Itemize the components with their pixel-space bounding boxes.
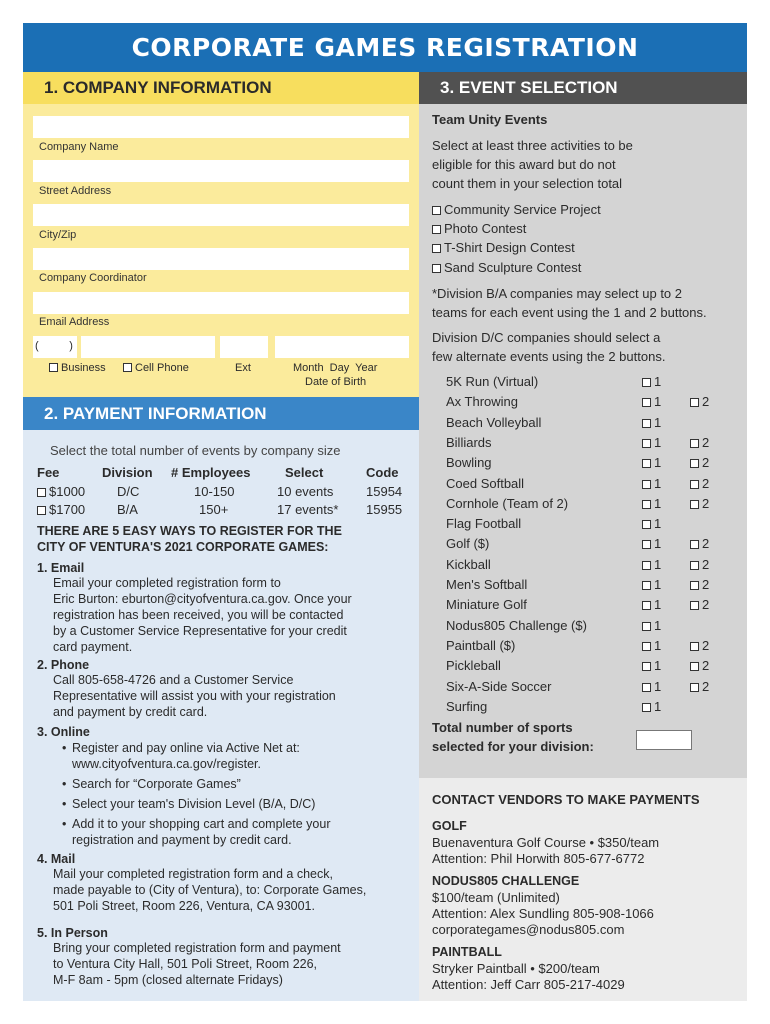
email-line: Eric Burton: eburton@cityofventura.ca.gov. Once your [53,592,352,606]
event-team-2-option[interactable] [690,476,709,491]
team-2-checkbox[interactable] [690,398,699,407]
online-line: registration and payment by credit card. [72,833,292,847]
team-2-label: 2 [702,637,710,653]
team-2-label: 2 [702,597,710,613]
division-value: D/C [117,484,140,499]
online-method-title: 3. Online [37,725,90,739]
event-team-1-option[interactable] [642,597,661,612]
option-label: T-Shirt Design Contest [444,240,575,255]
checkbox[interactable] [432,244,441,253]
fee-table-header [37,465,407,481]
cell-phone-checkbox[interactable] [123,363,132,372]
golf-vendor-title: GOLF [432,819,467,833]
division-ba-note: *Division B/A companies may select up to 2 [432,286,683,301]
event-team-2-option[interactable] [690,394,709,409]
event-team-2-option[interactable] [690,557,709,572]
page-title: CORPORATE GAMES REGISTRATION [23,23,747,72]
bullet-dot: • [62,797,67,811]
paintball-vendor-title: PAINTBALL [432,945,502,959]
team-1-label: 1 [654,617,662,633]
team-1-label: 1 [654,414,662,430]
checkbox[interactable] [432,206,441,215]
team-1-label: 1 [654,516,662,532]
event-team-1-option[interactable] [642,476,661,491]
section-2-heading: 2. PAYMENT INFORMATION [23,397,419,430]
company-coordinator-field[interactable] [33,248,409,270]
nodus-vendor-title: NODUS805 CHALLENGE [432,874,580,888]
event-row [446,679,746,699]
employees-value: 10-150 [194,484,235,499]
fee-header: Fee [37,465,60,480]
event-team-1-option[interactable] [642,415,661,430]
fee-value: $1700 [49,502,86,517]
team-2-checkbox[interactable] [690,581,699,590]
dob-format-label: Month Day Year [293,362,378,374]
street-address-label: Street Address [39,185,112,197]
event-team-1-option[interactable] [642,638,661,653]
team-1-checkbox[interactable] [642,419,651,428]
event-name: Ax Throwing [446,394,519,410]
in-person-line: M-F 8am - 5pm (closed alternate Fridays) [53,973,283,987]
event-team-1-option[interactable] [642,455,661,470]
phone-line: Representative will assist you with your registration [53,689,336,703]
team-2-checkbox[interactable] [690,459,699,468]
event-row [446,496,746,516]
team-1-label: 1 [654,698,662,714]
option-label: Sand Sculpture Contest [444,260,582,275]
team-2-checkbox[interactable] [690,642,699,651]
online-line: Add it to your shopping cart and complete your [72,817,331,831]
email-address-field[interactable] [33,292,409,314]
division-header: Division [102,465,153,480]
team-2-checkbox[interactable] [690,561,699,570]
in-person-line: to Ventura City Hall, 501 Poli Street, Room 226, [53,957,318,971]
paintball-vendor-line: Stryker Paintball • $200/team [432,961,600,976]
event-team-1-option[interactable] [642,536,661,551]
event-name: Coed Softball [446,475,525,491]
event-row [446,699,746,719]
nodus-vendor-line: Attention: Alex Sundling 805-908-1066 [432,906,654,921]
event-row [446,435,746,455]
team-1-label: 1 [654,434,662,450]
phone-line: Call 805-658-4726 and a Customer Service [53,673,294,687]
select-value: 10 events [277,484,334,499]
total-label: selected for your division: [432,739,594,754]
fee-row-ba [37,502,407,518]
event-row [446,638,746,658]
cell-phone-label: Cell Phone [135,362,189,374]
team-1-checkbox[interactable] [642,378,651,387]
team-2-label: 2 [702,577,710,592]
phone-line: and payment by credit card. [53,705,208,719]
team-1-checkbox[interactable] [642,439,651,448]
paintball-vendor-line: Attention: Jeff Carr 805-217-4029 [432,977,625,992]
event-team-1-option[interactable] [642,658,661,673]
fee-checkbox-1700[interactable] [37,506,46,515]
event-row [446,557,746,577]
event-team-1-option[interactable] [642,394,661,409]
team-1-label: 1 [654,577,662,592]
event-row [446,658,746,678]
team-1-label: 1 [654,536,662,552]
event-name: Miniature Golf [446,597,527,613]
event-team-1-option[interactable] [642,679,661,694]
event-name: Cornhole (Team of 2) [446,495,569,511]
code-header: Code [366,465,399,480]
event-team-1-option[interactable] [642,496,661,511]
team-1-checkbox[interactable] [642,480,651,489]
vendors-heading: CONTACT VENDORS TO MAKE PAYMENTS [432,792,700,807]
team-unity-desc: eligible for this award but do not [432,157,616,172]
event-team-1-option[interactable] [642,699,661,714]
city-zip-field[interactable] [33,204,409,226]
team-1-checkbox[interactable] [642,500,651,509]
total-sports-field[interactable] [636,730,692,750]
team-unity-option[interactable] [432,240,575,255]
email-line: card payment. [53,640,133,654]
event-name: Paintball ($) [446,637,516,653]
fee-option-1700[interactable] [37,502,85,517]
nodus-vendor-email[interactable]: corporategames@nodus805.com [432,922,625,937]
bullet-dot: • [62,741,67,755]
payment-intro: Select the total number of events by company size [50,443,341,458]
event-name: Men's Softball [446,577,528,592]
team-1-checkbox[interactable] [642,601,651,610]
event-name: Beach Volleyball [446,414,542,430]
team-1-label: 1 [654,394,662,410]
online-url[interactable]: www.cityofventura.ca.gov/register. [72,757,261,771]
team-unity-desc: Select at least three activities to be [432,138,633,153]
event-team-2-option[interactable] [690,455,709,470]
select-header: Select [285,465,324,480]
event-name: Flag Football [446,516,522,532]
event-row [446,618,746,638]
team-1-label: 1 [654,495,662,511]
division-dc-note: Division D/C companies should select a [432,330,661,345]
event-name: Nodus805 Challenge ($) [446,617,587,633]
event-name: Golf ($) [446,536,490,552]
team-2-label: 2 [702,495,710,511]
bullet-dot: • [62,817,67,831]
section-1-heading: 1. COMPANY INFORMATION [23,72,419,104]
team-1-label: 1 [654,658,662,674]
event-name: Surfing [446,698,488,714]
fee-row-dc [37,484,407,500]
team-1-label: 1 [654,475,662,491]
event-team-2-option[interactable] [690,658,709,673]
business-phone-option[interactable] [49,362,106,374]
team-2-checkbox[interactable] [690,500,699,509]
dob-label: Date of Birth [305,376,367,388]
team-1-checkbox[interactable] [642,398,651,407]
nodus-vendor-line: $100/team (Unlimited) [432,890,560,905]
team-2-label: 2 [702,434,710,450]
event-row [446,476,746,496]
email-line: Email your completed registration form to [53,576,281,590]
event-row [446,597,746,617]
team-1-checkbox[interactable] [642,459,651,468]
email-method-title: 1. Email [37,561,85,575]
mail-line: made payable to (City of Ventura), to: Corporate Games, [53,883,367,897]
event-team-1-option[interactable] [642,516,661,531]
event-team-1-option[interactable] [642,435,661,450]
team-1-checkbox[interactable] [642,642,651,651]
team-1-checkbox[interactable] [642,561,651,570]
mail-line: Mail your completed registration form and a check, [53,867,333,881]
team-2-checkbox[interactable] [690,683,699,692]
phone-method-title: 2. Phone [37,658,90,672]
team-1-label: 1 [654,556,662,572]
fee-checkbox-1000[interactable] [37,488,46,497]
fee-option-1000[interactable] [37,484,85,499]
division-dc-note: few alternate events using the 2 buttons. [432,349,666,364]
team-2-checkbox[interactable] [690,601,699,610]
street-address-field[interactable] [33,160,409,182]
team-1-checkbox[interactable] [642,622,651,631]
golf-vendor-line: Attention: Phil Horwith 805-677-6772 [432,851,645,866]
option-label: Photo Contest [444,221,527,236]
team-1-checkbox[interactable] [642,703,651,712]
select-value: 17 events* [277,502,339,517]
checkbox[interactable] [432,225,441,234]
email-address-label: Email Address [39,316,110,328]
employees-header: # Employees [171,465,251,480]
online-line: Search for “Corporate Games” [72,777,241,791]
fee-value: $1000 [49,484,86,499]
company-coordinator-label: Company Coordinator [39,272,147,284]
event-row [446,455,746,475]
cell-phone-option[interactable] [123,362,189,374]
event-name: Pickleball [446,658,501,674]
ways-heading-line-2: CITY OF VENTURA'S 2021 CORPORATE GAMES: [37,540,329,554]
code-value: 15954 [366,484,403,499]
business-label: Business [61,362,106,374]
team-2-checkbox[interactable] [690,662,699,671]
event-team-2-option[interactable] [690,577,709,592]
event-team-2-option[interactable] [690,536,709,551]
email-line: by a Customer Service Representative for your credit [53,624,347,638]
team-1-label: 1 [654,374,662,389]
event-team-2-option[interactable] [690,597,709,612]
team-2-label: 2 [702,536,710,552]
employees-value: 150+ [199,502,229,517]
event-row [446,516,746,536]
mail-method-title: 4. Mail [37,852,76,866]
checkbox[interactable] [432,264,441,273]
team-1-checkbox[interactable] [642,662,651,671]
team-unity-option[interactable] [432,260,581,275]
team-2-label: 2 [702,475,710,491]
area-code-parens: ( ) [35,340,73,352]
event-name: 5K Run (Virtual) [446,374,539,389]
business-checkbox[interactable] [49,363,58,372]
company-name-label: Company Name [39,141,119,153]
team-2-checkbox[interactable] [690,480,699,489]
event-name: Six-A-Side Soccer [446,678,552,694]
team-2-label: 2 [702,394,710,410]
event-team-1-option[interactable] [642,557,661,572]
ext-label: Ext [235,362,251,374]
event-team-2-option[interactable] [690,679,709,694]
team-1-checkbox[interactable] [642,540,651,549]
team-1-label: 1 [654,597,662,613]
team-unity-title: Team Unity Events [432,112,548,127]
event-team-2-option[interactable] [690,435,709,450]
in-person-line: Bring your completed registration form and payment [53,941,341,955]
division-value: B/A [117,502,138,517]
event-row [446,394,746,414]
option-label: Community Service Project [444,202,601,217]
total-label: Total number of sports [432,720,573,735]
mail-line: 501 Poli Street, Room 226, Ventura, CA 93001. [53,899,315,913]
bullet-dot: • [62,777,67,791]
team-2-checkbox[interactable] [690,540,699,549]
event-row [446,536,746,556]
event-row [446,374,746,394]
city-zip-label: City/Zip [39,229,77,241]
team-2-label: 2 [702,658,710,674]
event-row [446,415,746,435]
online-line: Select your team's Division Level (B/A, D/C) [72,797,316,811]
in-person-method-title: 5. In Person [37,926,108,940]
event-team-2-option[interactable] [690,496,709,511]
golf-vendor-line: Buenaventura Golf Course • $350/team [432,835,660,850]
event-team-1-option[interactable] [642,577,661,592]
ways-heading-line-1: THERE ARE 5 EASY WAYS TO REGISTER FOR THE [37,524,342,538]
date-of-birth-field[interactable] [275,336,409,358]
team-2-label: 2 [702,455,710,471]
team-2-checkbox[interactable] [690,439,699,448]
division-ba-note: teams for each event using the 1 and 2 buttons. [432,305,707,320]
event-team-2-option[interactable] [690,638,709,653]
event-team-1-option[interactable] [642,374,661,389]
team-unity-option[interactable] [432,221,526,236]
team-1-checkbox[interactable] [642,520,651,529]
team-unity-desc: count them in your selection total [432,176,623,191]
team-2-label: 2 [702,678,710,694]
team-1-label: 1 [654,678,662,694]
team-1-label: 1 [654,637,662,653]
online-line: Register and pay online via Active Net at: [72,741,300,755]
event-team-1-option[interactable] [642,618,661,633]
team-1-checkbox[interactable] [642,581,651,590]
event-name: Kickball [446,556,491,572]
team-2-label: 2 [702,556,710,572]
phone-ext-field[interactable] [220,336,268,358]
email-line: registration has been received, you will be contacted [53,608,344,622]
team-1-checkbox[interactable] [642,683,651,692]
event-name: Billiards [446,434,492,450]
code-value: 15955 [366,502,403,517]
phone-number-field[interactable] [81,336,215,358]
section-3-heading: 3. EVENT SELECTION [419,72,747,104]
company-name-field[interactable] [33,116,409,138]
team-1-label: 1 [654,455,662,471]
event-row [446,577,746,597]
team-unity-option[interactable] [432,202,601,217]
event-name: Bowling [446,455,492,471]
